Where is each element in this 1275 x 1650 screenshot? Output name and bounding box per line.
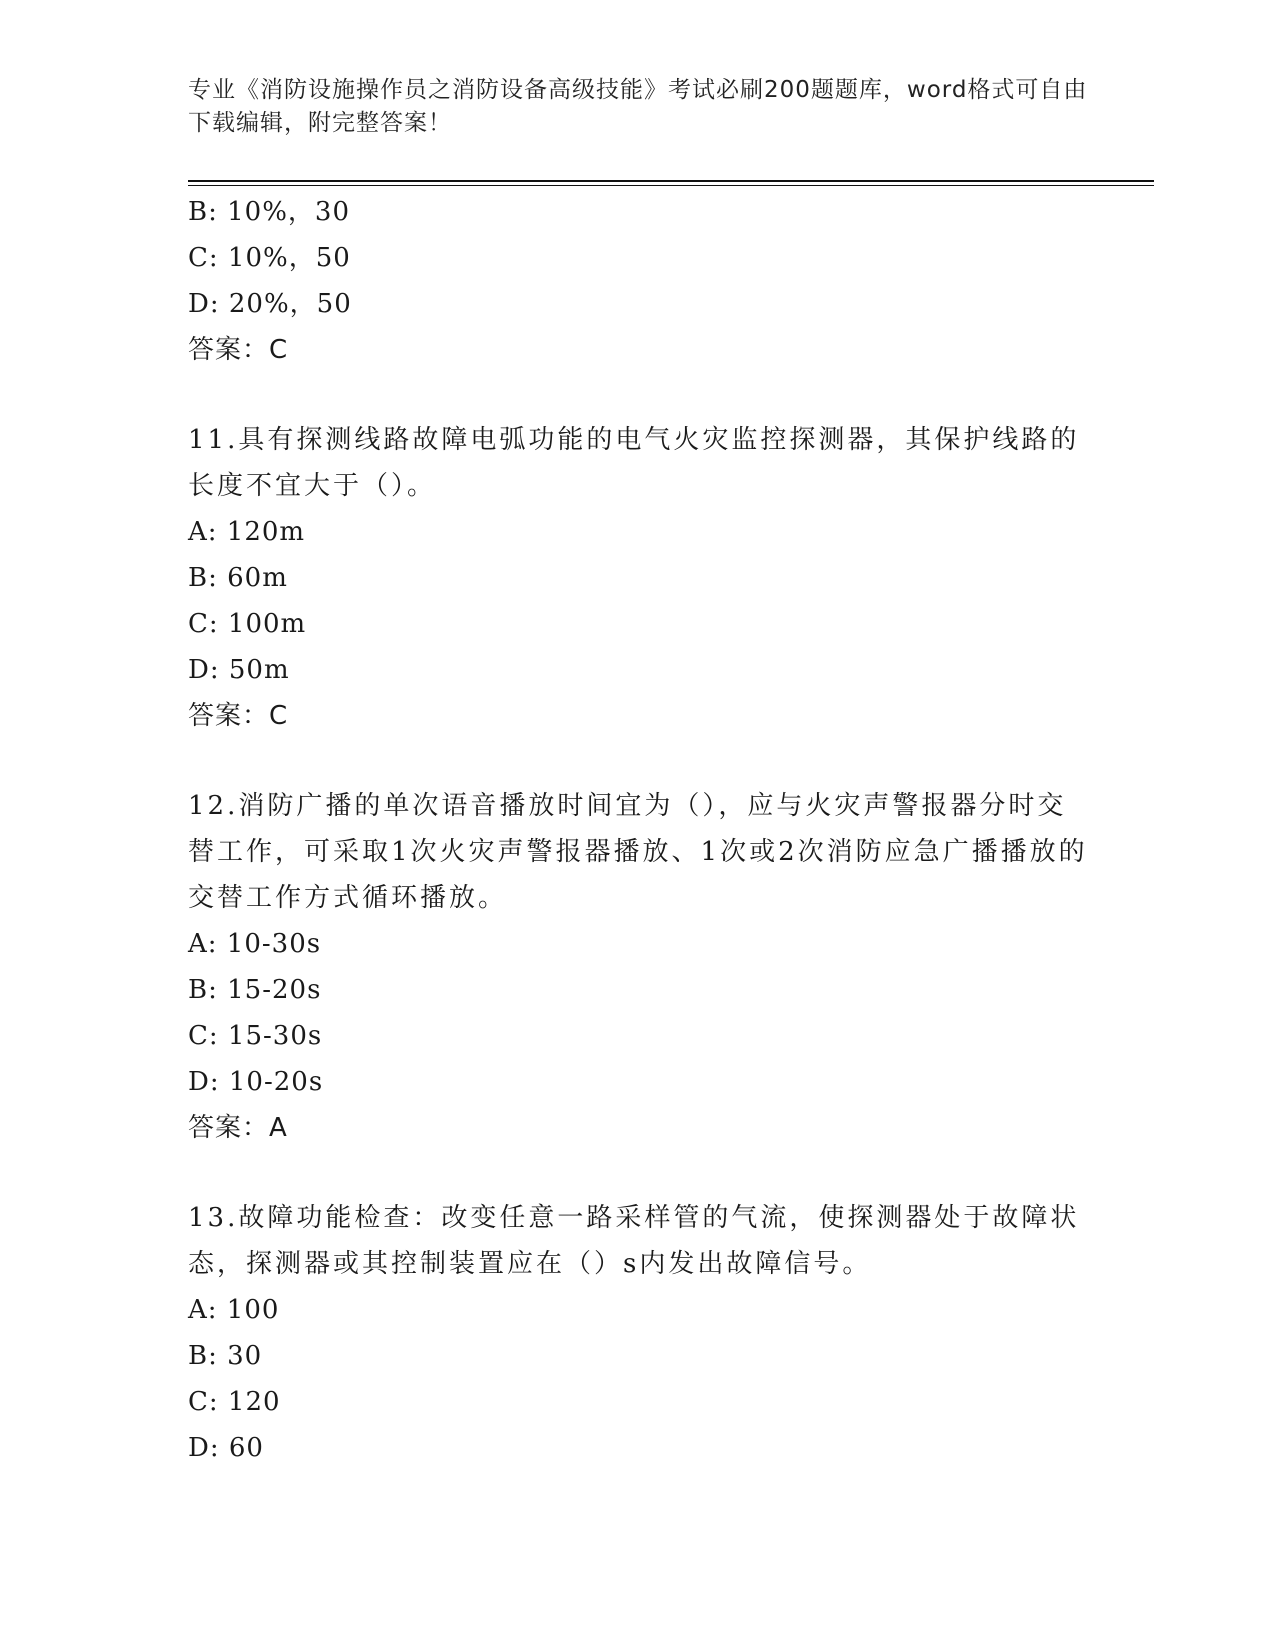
header-divider-secondary: [188, 185, 1154, 186]
answer: 答案：C: [188, 335, 289, 365]
option-d: D: 20%，50: [188, 289, 352, 319]
option-b: B: 60m: [188, 563, 288, 593]
option-d: D: 60: [188, 1433, 264, 1463]
question-13: [188, 1195, 1088, 1471]
question-12: [188, 783, 1088, 1151]
answer: 答案：A: [188, 1113, 288, 1143]
option-b: B: 10%，30: [188, 197, 351, 227]
option-d: D: 10-20s: [188, 1067, 324, 1097]
question-stem: 12.消防广播的单次语音播放时间宜为（），应与火灾声警报器分时交替工作，可采取1次火灾声警报器播放、1次或2次消防应急广播播放的交替工作方式循环播放。: [188, 791, 1088, 913]
option-c: C: 10%，50: [188, 243, 351, 273]
option-a: A: 100: [188, 1295, 280, 1325]
document-body: [188, 189, 1088, 1471]
option-c: C: 15-30s: [188, 1021, 323, 1051]
option-a: A: 120m: [188, 517, 306, 547]
answer: 答案：C: [188, 701, 289, 731]
header-divider: [188, 180, 1154, 182]
option-b: B: 15-20s: [188, 975, 322, 1005]
option-a: A: 10-30s: [188, 929, 322, 959]
question-10-continued: [188, 189, 1088, 373]
page-header: 专业《消防设施操作员之消防设备高级技能》考试必刷200题题库，word格式可自由下载编辑，附完整答案！: [188, 77, 1088, 136]
question-stem: 13.故障功能检查：改变任意一路采样管的气流，使探测器处于故障状态，探测器或其控制装置应在（）s内发出故障信号。: [188, 1203, 1080, 1279]
question-stem: 11.具有探测线路故障电弧功能的电气火灾监控探测器，其保护线路的长度不宜大于（）。: [188, 425, 1080, 501]
question-11: [188, 417, 1088, 739]
option-b: B: 30: [188, 1341, 263, 1371]
option-c: C: 100m: [188, 609, 307, 639]
option-d: D: 50m: [188, 655, 290, 685]
option-c: C: 120: [188, 1387, 281, 1417]
